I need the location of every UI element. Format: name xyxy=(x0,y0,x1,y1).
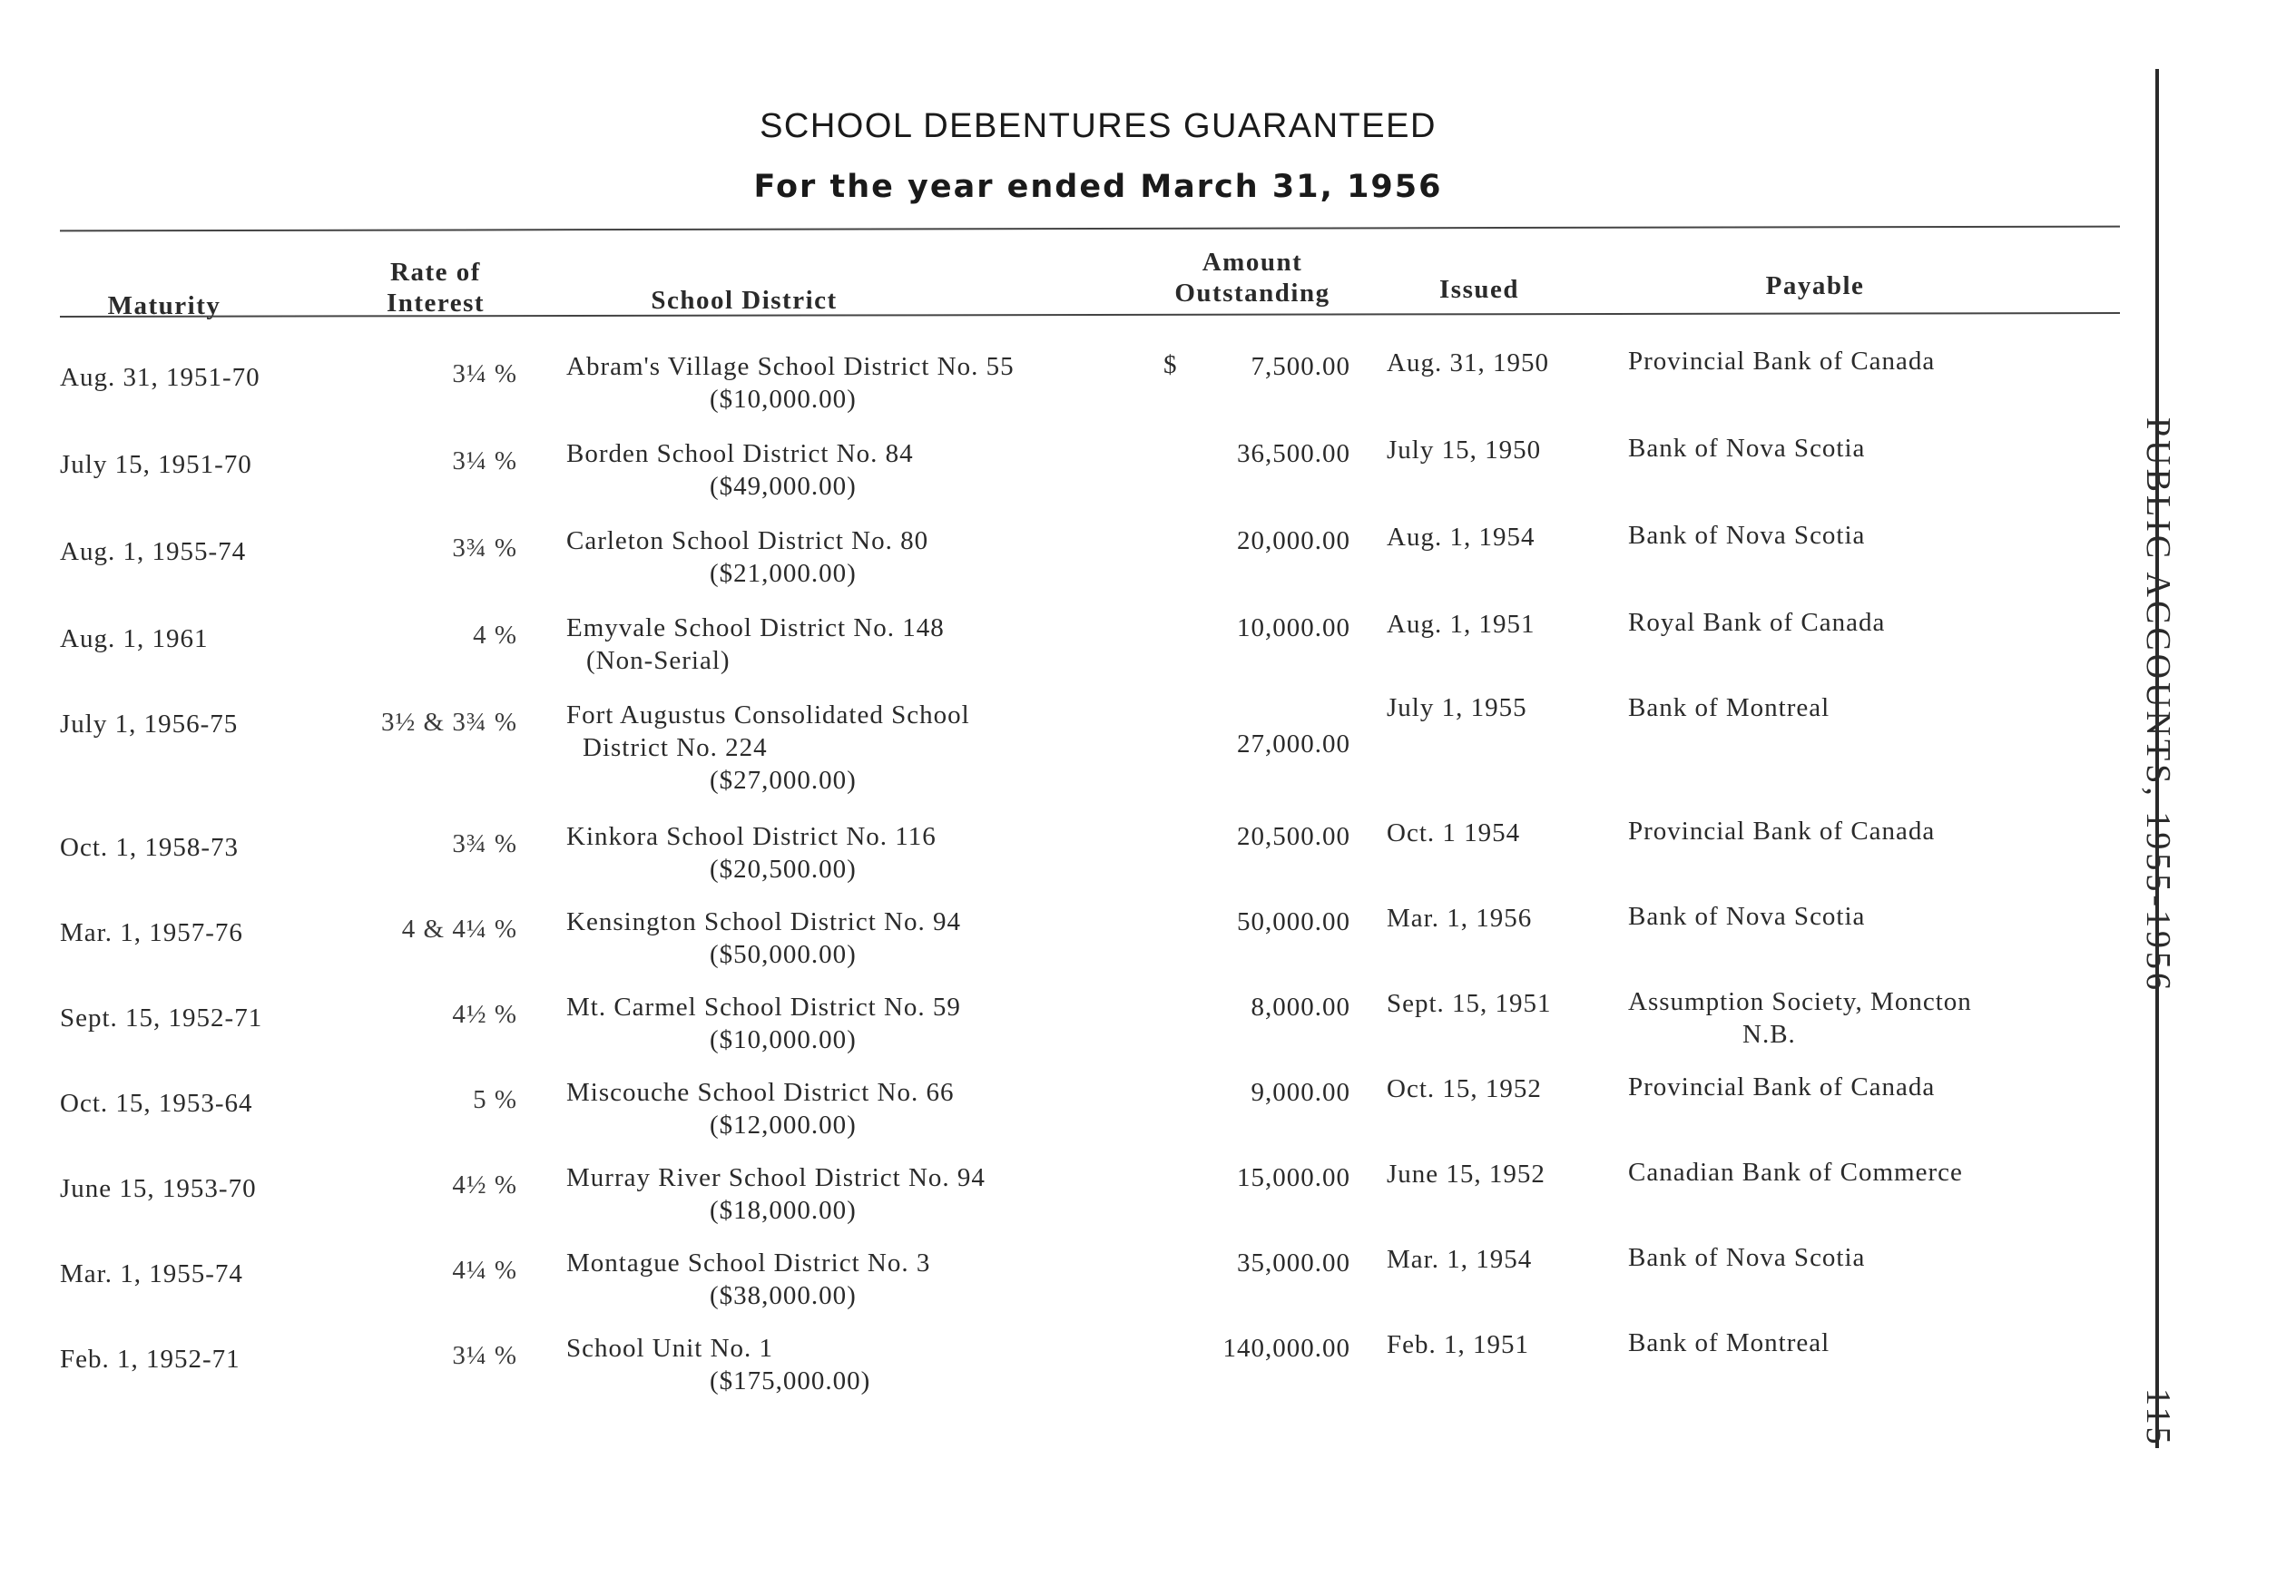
district-original-amount: ($27,000.00) xyxy=(710,766,857,795)
maturity-cell: Oct. 1, 1958-73 xyxy=(60,833,240,862)
amount-cell: 15,000.00 xyxy=(1237,1163,1350,1192)
rate-cell: 4½ % xyxy=(452,1170,517,1199)
table-row xyxy=(0,517,2296,599)
district-cell xyxy=(566,612,1147,677)
amount-cell: 35,000.00 xyxy=(1237,1248,1350,1278)
district-name: Fort Augustus Consolidated School xyxy=(566,700,970,729)
issued-cell: Aug. 1, 1954 xyxy=(1387,523,1536,552)
district-original-amount: ($20,500.00) xyxy=(710,855,857,884)
payable-cell: Canadian Bank of Commerce xyxy=(1628,1158,1963,1187)
district-label: School District xyxy=(651,286,838,315)
maturity-label: Maturity xyxy=(107,291,221,320)
district-cell xyxy=(566,699,1147,797)
table-row xyxy=(0,1154,2296,1236)
amount-cell: 10,000.00 xyxy=(1237,613,1350,642)
district-original-amount: ($49,000.00) xyxy=(710,472,857,501)
payable-cell: Provincial Bank of Canada xyxy=(1628,347,1936,376)
district-name: Borden School District No. 84 xyxy=(566,439,914,468)
issued-cell: Feb. 1, 1951 xyxy=(1387,1330,1529,1359)
payable-cell: Bank of Nova Scotia xyxy=(1628,902,1866,931)
maturity-cell: Aug. 1, 1961 xyxy=(60,624,209,653)
rate-cell: 3½ & 3¾ % xyxy=(381,708,517,737)
district-cell xyxy=(566,1332,1147,1397)
page-subtitle: For the year ended March 31, 1956 xyxy=(753,169,1443,205)
district-name: Miscouche School District No. 66 xyxy=(566,1078,955,1107)
rate-cell: 4 % xyxy=(473,621,517,650)
district-name-continued: District No. 224 xyxy=(583,733,768,762)
district-name: Mt. Carmel School District No. 59 xyxy=(566,993,961,1022)
district-name: Carleton School District No. 80 xyxy=(566,526,929,555)
district-original-amount: ($10,000.00) xyxy=(710,1025,857,1054)
column-header-payable xyxy=(1706,270,1924,301)
maturity-cell: Aug. 1, 1955-74 xyxy=(60,537,247,566)
rate-cell: 3¾ % xyxy=(452,829,517,858)
payable-name: Assumption Society, Moncton xyxy=(1628,987,1972,1016)
maturity-cell: July 1, 1956-75 xyxy=(60,710,239,739)
maturity-cell: July 15, 1951-70 xyxy=(60,450,252,479)
district-cell xyxy=(566,906,1147,971)
rate-cell: 3¼ % xyxy=(452,446,517,475)
table-row xyxy=(0,813,2296,895)
issued-label: Issued xyxy=(1439,275,1519,304)
amount-cell: 7,500.00 xyxy=(1251,352,1350,381)
rate-label-line1: Rate of xyxy=(390,258,481,287)
district-name: Kensington School District No. 94 xyxy=(566,907,961,936)
district-original-amount: ($12,000.00) xyxy=(710,1111,857,1140)
district-original-amount: ($50,000.00) xyxy=(710,940,857,969)
amount-cell: 20,000.00 xyxy=(1237,526,1350,555)
column-header-rate xyxy=(345,257,526,318)
rate-cell: 3¼ % xyxy=(452,359,517,388)
table-row xyxy=(0,1239,2296,1321)
district-cell xyxy=(566,350,1147,416)
issued-cell: July 1, 1955 xyxy=(1387,693,1527,722)
district-name: Abram's Village School District No. 55 xyxy=(566,352,1015,381)
payable-cell: Bank of Montreal xyxy=(1628,693,1830,722)
rate-cell: 3¾ % xyxy=(452,534,517,563)
district-original-amount: ($18,000.00) xyxy=(710,1196,857,1225)
payable-cell: Bank of Nova Scotia xyxy=(1628,521,1866,550)
district-cell xyxy=(566,1247,1147,1312)
payable-cell xyxy=(1628,985,2100,1051)
table-row xyxy=(0,691,2296,809)
district-cell xyxy=(566,1076,1147,1141)
payable-cell: Royal Bank of Canada xyxy=(1628,608,1886,637)
district-original-amount: ($38,000.00) xyxy=(710,1281,857,1310)
amount-label-line2: Outstanding xyxy=(1174,279,1330,308)
issued-cell: Aug. 1, 1951 xyxy=(1387,610,1536,639)
district-note: (Non-Serial) xyxy=(586,646,731,675)
payable-cell: Provincial Bank of Canada xyxy=(1628,817,1936,846)
rate-cell: 3¼ % xyxy=(452,1341,517,1370)
amount-cell: 50,000.00 xyxy=(1237,907,1350,936)
district-name: Emyvale School District No. 148 xyxy=(566,613,945,642)
table-row xyxy=(0,898,2296,980)
amount-label-line1: Amount xyxy=(1202,248,1303,277)
side-caption-text: PUBLIC ACCOUNTS, 1955-1956 xyxy=(2139,417,2177,994)
district-original-amount: ($10,000.00) xyxy=(710,385,857,414)
district-original-amount: ($21,000.00) xyxy=(710,559,857,588)
amount-cell: 140,000.00 xyxy=(1222,1334,1350,1363)
payable-label: Payable xyxy=(1765,271,1865,300)
amount-cell: 20,500.00 xyxy=(1237,822,1350,851)
table-row xyxy=(0,343,2296,425)
column-header-district xyxy=(599,285,889,316)
district-name: Murray River School District No. 94 xyxy=(566,1163,986,1192)
rate-cell: 5 % xyxy=(473,1085,517,1114)
issued-cell: Mar. 1, 1956 xyxy=(1387,904,1533,933)
table-row xyxy=(0,984,2296,1065)
district-cell xyxy=(566,820,1147,886)
payable-cell: Bank of Nova Scotia xyxy=(1628,1243,1866,1272)
payable-cell: Bank of Nova Scotia xyxy=(1628,434,1866,463)
currency-symbol: $ xyxy=(1163,350,1177,379)
page-title: SCHOOL DEBENTURES GUARANTEED xyxy=(760,107,1437,145)
table-row xyxy=(0,604,2296,686)
rate-label-line2: Interest xyxy=(386,289,486,318)
column-header-issued xyxy=(1398,274,1561,305)
maturity-cell: Aug. 31, 1951-70 xyxy=(60,363,260,392)
payable-cell: Provincial Bank of Canada xyxy=(1628,1072,1936,1102)
maturity-cell: Mar. 1, 1957-76 xyxy=(60,918,243,947)
maturity-cell: Sept. 15, 1952-71 xyxy=(60,1004,263,1033)
issued-cell: Oct. 1 1954 xyxy=(1387,818,1521,847)
maturity-cell: Feb. 1, 1952-71 xyxy=(60,1345,240,1374)
amount-cell: 9,000.00 xyxy=(1251,1078,1350,1107)
table-row xyxy=(0,1325,2296,1406)
district-original-amount: ($175,000.00) xyxy=(710,1366,871,1395)
amount-cell: 27,000.00 xyxy=(1237,729,1350,759)
district-cell xyxy=(566,991,1147,1056)
district-name: Kinkora School District No. 116 xyxy=(566,822,937,851)
issued-cell: Sept. 15, 1951 xyxy=(1387,989,1552,1018)
table-row xyxy=(0,1069,2296,1150)
maturity-cell: Mar. 1, 1955-74 xyxy=(60,1259,243,1288)
header-top-rule xyxy=(60,226,2120,232)
issued-cell: Aug. 31, 1950 xyxy=(1387,348,1549,377)
page-number: 115 xyxy=(2139,1388,2177,1447)
issued-cell: June 15, 1952 xyxy=(1387,1160,1545,1189)
maturity-cell: June 15, 1953-70 xyxy=(60,1174,257,1203)
amount-cell: 8,000.00 xyxy=(1251,993,1350,1022)
issued-cell: July 15, 1950 xyxy=(1387,436,1542,465)
payable-name-continued: N.B. xyxy=(1742,1020,1796,1049)
payable-cell: Bank of Montreal xyxy=(1628,1328,1830,1357)
rate-cell: 4½ % xyxy=(452,1000,517,1029)
column-header-amount xyxy=(1143,247,1361,308)
district-name: School Unit No. 1 xyxy=(566,1334,774,1363)
issued-cell: Mar. 1, 1954 xyxy=(1387,1245,1533,1274)
district-name: Montague School District No. 3 xyxy=(566,1248,931,1278)
district-cell xyxy=(566,524,1147,590)
amount-cell: 36,500.00 xyxy=(1237,439,1350,468)
maturity-cell: Oct. 15, 1953-64 xyxy=(60,1089,253,1118)
district-cell xyxy=(566,437,1147,503)
district-cell xyxy=(566,1161,1147,1227)
rate-cell: 4 & 4¼ % xyxy=(401,915,517,944)
issued-cell: Oct. 15, 1952 xyxy=(1387,1074,1542,1103)
table-row xyxy=(0,430,2296,512)
rate-cell: 4¼ % xyxy=(452,1256,517,1285)
